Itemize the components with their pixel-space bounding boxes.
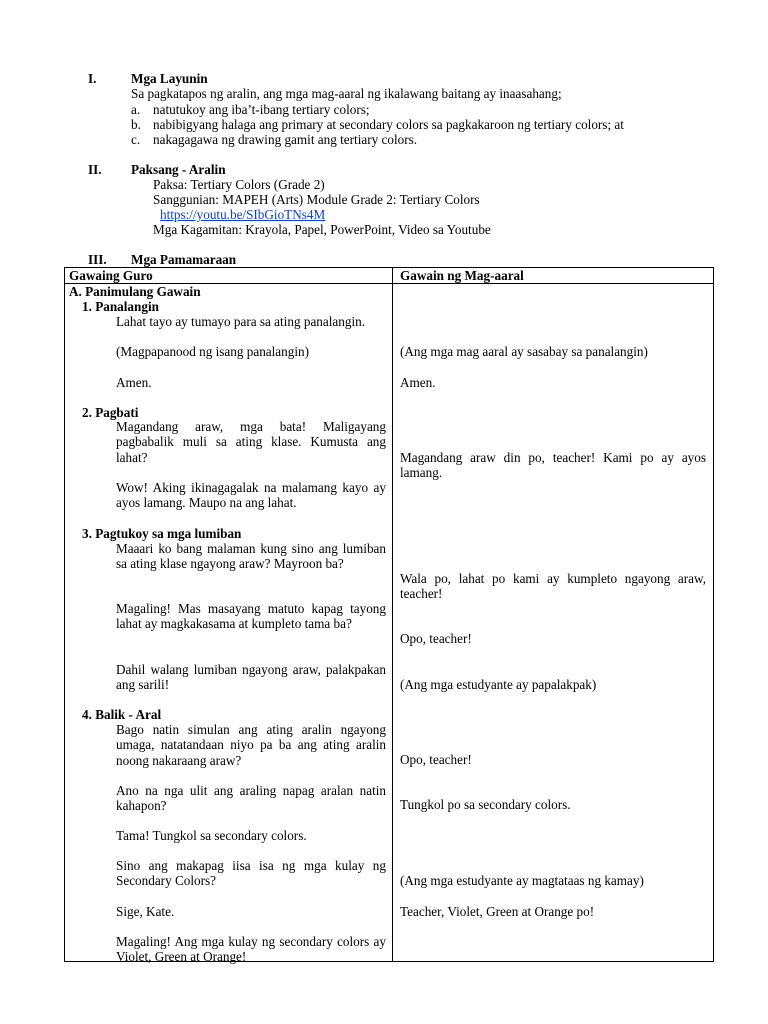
materials-line: Mga Kagamitan: Krayola, Papel, PowerPoint, Video sa Youtube xyxy=(153,222,491,237)
section-1-intro: Sa pagkatapos ng aralin, ang mga mag-aaral ng ikalawang baitang ay inaasahang; xyxy=(131,86,562,101)
step-4-student-text-3: (Ang mga estudyante ay magtataas ng kamay) xyxy=(400,873,644,888)
step-4-heading: 4. Balik - Aral xyxy=(82,707,162,722)
objective-b-text: nabibigyang halaga ang primary at secondary colors sa pagkakaroon ng tertiary colors; at xyxy=(153,117,624,132)
step-3-heading: 3. Pagtukoy sa mga lumiban xyxy=(82,526,242,541)
section-1-title: Mga Layunin xyxy=(131,71,208,86)
section-2-title: Paksang - Aralin xyxy=(131,162,226,177)
step-1-student-text-1: (Ang mga mag aaral ay sasabay sa panalangin) xyxy=(400,344,648,359)
step-1-teacher-text-1: Lahat tayo ay tumayo para sa ating panalangin. xyxy=(116,314,366,329)
section-3-number: III. xyxy=(88,252,107,267)
step-1-teacher-text-2: (Magpapanood ng isang panalangin) xyxy=(116,344,309,359)
step-3-teacher-text-3: Dahil walang lumiban ngayong araw, palakpakan ang sarili! xyxy=(116,662,386,693)
topic-line: Paksa: Tertiary Colors (Grade 2) xyxy=(153,177,325,192)
objective-c-text: nakagagawa ng drawing gamit ang tertiary colors. xyxy=(153,132,418,147)
step-4-teacher-text-1: Bago natin simulan ang ating aralin ngayong umaga, natatandaan niyo pa ba ang ating aralin noong nakaraang araw? xyxy=(116,722,386,768)
step-2-student-text-1: Magandang araw din po, teacher! Kami po ay ayos lamang. xyxy=(400,450,706,481)
table-column-divider xyxy=(392,267,393,962)
step-2-teacher-text-1: Magandang araw, mga bata! Maligayang pagbabalik muli sa ating klase. Kumusta ang lahat? xyxy=(116,419,386,465)
student-column-header: Gawain ng Mag-aaral xyxy=(400,268,524,283)
step-3-student-text-2: Opo, teacher! xyxy=(400,631,472,646)
step-4-student-text-2: Tungkol po sa secondary colors. xyxy=(400,797,571,812)
teacher-column-header: Gawaing Guro xyxy=(69,268,153,283)
step-1-student-text-2: Amen. xyxy=(400,375,436,390)
step-3-teacher-text-1: Maaari ko bang malaman kung sino ang lumiban sa ating klase ngayong araw? Mayroon ba? xyxy=(116,541,386,572)
step-4-teacher-text-3: Tama! Tungkol sa secondary colors. xyxy=(116,828,307,843)
objective-b-letter: b. xyxy=(131,117,141,132)
objective-a-letter: a. xyxy=(131,102,141,117)
step-3-teacher-text-2: Magaling! Mas masayang matuto kapag tayong lahat ay magkakasama at kumpleto tama ba? xyxy=(116,601,386,632)
reference-line: Sanggunian: MAPEH (Arts) Module Grade 2: Tertiary Colors xyxy=(153,192,480,207)
step-4-student-text-4: Teacher, Violet, Green at Orange po! xyxy=(400,904,595,919)
step-1-heading: 1. Panalangin xyxy=(82,299,159,314)
step-2-heading: 2. Pagbati xyxy=(82,405,139,420)
objective-c-letter: c. xyxy=(131,132,141,147)
step-3-student-text-1: Wala po, lahat po kami ay kumpleto ngayong araw, teacher! xyxy=(400,571,706,602)
step-4-teacher-text-6: Magaling! Ang mga kulay ng secondary colors ay Violet, Green at Orange! xyxy=(116,934,386,965)
part-a-heading: A. Panimulang Gawain xyxy=(69,284,201,299)
step-2-teacher-text-2: Wow! Aking ikinagagalak na malamang kayo ay ayos lamang. Maupo na ang lahat. xyxy=(116,480,386,511)
step-1-teacher-text-3: Amen. xyxy=(116,375,152,390)
section-2-number: II. xyxy=(88,162,102,177)
section-1-number: I. xyxy=(88,71,97,86)
objective-a-text: natutukoy ang iba’t-ibang tertiary colors; xyxy=(153,102,370,117)
step-4-student-text-1: Opo, teacher! xyxy=(400,752,472,767)
step-4-teacher-text-5: Sige, Kate. xyxy=(116,904,175,919)
video-link[interactable]: https://youtu.be/SIbGioTNs4M xyxy=(160,207,326,222)
section-3-title: Mga Pamamaraan xyxy=(131,252,237,267)
step-3-student-text-3: (Ang mga estudyante ay papalakpak) xyxy=(400,677,597,692)
step-4-teacher-text-4: Sino ang makapag iisa isa ng mga kulay ng Secondary Colors? xyxy=(116,858,386,889)
step-4-teacher-text-2: Ano na nga ulit ang araling napag aralan natin kahapon? xyxy=(116,783,386,814)
